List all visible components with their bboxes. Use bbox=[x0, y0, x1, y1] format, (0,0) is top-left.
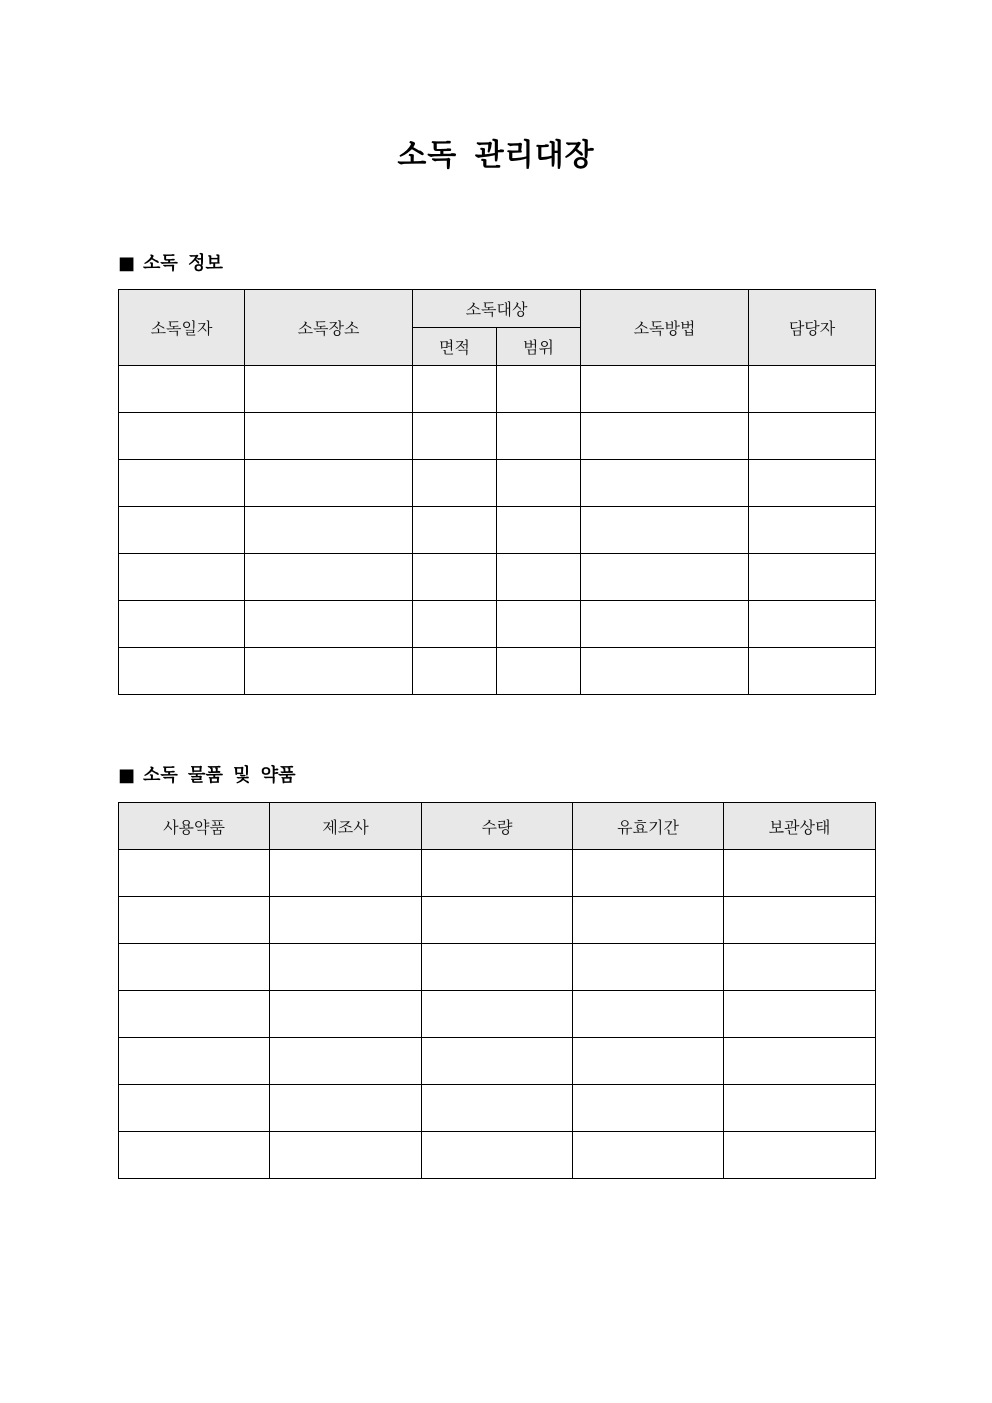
table-cell[interactable] bbox=[573, 1132, 724, 1179]
table-cell[interactable] bbox=[581, 507, 749, 554]
table-cell[interactable] bbox=[119, 1038, 270, 1085]
table-cell[interactable] bbox=[573, 897, 724, 944]
table-cell[interactable] bbox=[749, 460, 876, 507]
table-cell[interactable] bbox=[422, 1038, 573, 1085]
table-cell[interactable] bbox=[119, 601, 245, 648]
table-cell[interactable] bbox=[749, 648, 876, 695]
table-cell[interactable] bbox=[119, 897, 270, 944]
header-cell-manufacturer: 제조사 bbox=[270, 803, 422, 850]
table-cell[interactable] bbox=[119, 413, 245, 460]
table-cell[interactable] bbox=[413, 507, 497, 554]
header-cell-range: 범위 bbox=[497, 328, 581, 366]
table-header-row bbox=[119, 290, 876, 328]
table-cell[interactable] bbox=[119, 648, 245, 695]
table-cell[interactable] bbox=[119, 554, 245, 601]
header-cell-target: 소독대상 bbox=[413, 290, 581, 328]
table-cell[interactable] bbox=[422, 1085, 573, 1132]
table-cell[interactable] bbox=[245, 507, 413, 554]
table-cell[interactable] bbox=[270, 897, 422, 944]
supplies-table bbox=[118, 802, 876, 1179]
header-cell-manager: 담당자 bbox=[749, 290, 876, 366]
table-row bbox=[119, 897, 876, 944]
table-row bbox=[119, 991, 876, 1038]
table-cell[interactable] bbox=[724, 1085, 876, 1132]
table-cell[interactable] bbox=[581, 554, 749, 601]
table-cell[interactable] bbox=[573, 991, 724, 1038]
table-cell[interactable] bbox=[749, 601, 876, 648]
header-cell-place: 소독장소 bbox=[245, 290, 413, 366]
table-cell[interactable] bbox=[413, 648, 497, 695]
table-cell[interactable] bbox=[724, 991, 876, 1038]
table-cell[interactable] bbox=[749, 507, 876, 554]
disinfection-info-table bbox=[118, 289, 876, 695]
table-row bbox=[119, 601, 876, 648]
table-cell[interactable] bbox=[119, 991, 270, 1038]
table-cell[interactable] bbox=[497, 460, 581, 507]
table-cell[interactable] bbox=[422, 850, 573, 897]
table-cell[interactable] bbox=[749, 366, 876, 413]
table-cell[interactable] bbox=[724, 1038, 876, 1085]
table-cell[interactable] bbox=[749, 413, 876, 460]
header-cell-expiry: 유효기간 bbox=[573, 803, 724, 850]
table-cell[interactable] bbox=[497, 413, 581, 460]
table-cell[interactable] bbox=[422, 1132, 573, 1179]
header-cell-quantity: 수량 bbox=[422, 803, 573, 850]
table-cell[interactable] bbox=[245, 366, 413, 413]
table-row bbox=[119, 554, 876, 601]
disinfection-info-body bbox=[119, 366, 876, 695]
table-cell[interactable] bbox=[413, 601, 497, 648]
table-row bbox=[119, 944, 876, 991]
table-cell[interactable] bbox=[119, 1132, 270, 1179]
table-row bbox=[119, 413, 876, 460]
table-cell[interactable] bbox=[724, 850, 876, 897]
table-cell[interactable] bbox=[497, 601, 581, 648]
section-heading-supplies bbox=[118, 764, 296, 788]
table-row bbox=[119, 1038, 876, 1085]
table-cell[interactable] bbox=[573, 944, 724, 991]
table-cell[interactable] bbox=[581, 460, 749, 507]
table-cell[interactable] bbox=[119, 1085, 270, 1132]
table-cell[interactable] bbox=[497, 507, 581, 554]
section-heading-label: 소독 정보 bbox=[143, 253, 223, 274]
table-header-row bbox=[119, 803, 876, 850]
table-cell[interactable] bbox=[245, 554, 413, 601]
table-cell[interactable] bbox=[497, 554, 581, 601]
section-heading-disinfection-info bbox=[118, 252, 223, 276]
square-bullet-icon: ■ bbox=[118, 765, 136, 786]
table-cell[interactable] bbox=[422, 944, 573, 991]
table-cell[interactable] bbox=[724, 897, 876, 944]
table-cell[interactable] bbox=[413, 366, 497, 413]
table-cell[interactable] bbox=[270, 1038, 422, 1085]
table-cell[interactable] bbox=[270, 1085, 422, 1132]
table-cell[interactable] bbox=[573, 1038, 724, 1085]
document-title: 소독 관리대장 bbox=[397, 138, 595, 173]
table-row bbox=[119, 850, 876, 897]
table-cell[interactable] bbox=[724, 944, 876, 991]
table-cell[interactable] bbox=[119, 507, 245, 554]
table-cell[interactable] bbox=[119, 944, 270, 991]
table-cell[interactable] bbox=[119, 366, 245, 413]
table-cell[interactable] bbox=[724, 1132, 876, 1179]
table-cell[interactable] bbox=[413, 554, 497, 601]
table-cell[interactable] bbox=[119, 850, 270, 897]
table-cell[interactable] bbox=[270, 944, 422, 991]
table-cell[interactable] bbox=[581, 648, 749, 695]
table-cell[interactable] bbox=[245, 460, 413, 507]
table-cell[interactable] bbox=[497, 366, 581, 413]
table-cell[interactable] bbox=[270, 1132, 422, 1179]
table-cell[interactable] bbox=[245, 413, 413, 460]
header-cell-method: 소독방법 bbox=[581, 290, 749, 366]
table-row bbox=[119, 366, 876, 413]
square-bullet-icon: ■ bbox=[118, 253, 136, 274]
table-cell[interactable] bbox=[749, 554, 876, 601]
table-cell[interactable] bbox=[245, 648, 413, 695]
table-cell[interactable] bbox=[270, 850, 422, 897]
table-row bbox=[119, 1132, 876, 1179]
table-cell[interactable] bbox=[573, 1085, 724, 1132]
table-cell[interactable] bbox=[581, 601, 749, 648]
header-cell-storage: 보관상태 bbox=[724, 803, 876, 850]
section-heading-label: 소독 물품 및 약품 bbox=[143, 765, 296, 786]
header-cell-date: 소독일자 bbox=[119, 290, 245, 366]
table-cell[interactable] bbox=[581, 366, 749, 413]
table-cell[interactable] bbox=[119, 460, 245, 507]
table-cell[interactable] bbox=[573, 850, 724, 897]
table-cell[interactable] bbox=[245, 601, 413, 648]
table-cell[interactable] bbox=[422, 991, 573, 1038]
table-cell[interactable] bbox=[581, 413, 749, 460]
table-cell[interactable] bbox=[413, 460, 497, 507]
table-cell[interactable] bbox=[497, 648, 581, 695]
header-cell-area: 면적 bbox=[413, 328, 497, 366]
table-row bbox=[119, 460, 876, 507]
table-row bbox=[119, 1085, 876, 1132]
header-cell-chemical: 사용약품 bbox=[119, 803, 270, 850]
table-cell[interactable] bbox=[270, 991, 422, 1038]
table-row bbox=[119, 648, 876, 695]
table-cell[interactable] bbox=[422, 897, 573, 944]
supplies-body bbox=[119, 850, 876, 1179]
table-cell[interactable] bbox=[413, 413, 497, 460]
table-row bbox=[119, 507, 876, 554]
